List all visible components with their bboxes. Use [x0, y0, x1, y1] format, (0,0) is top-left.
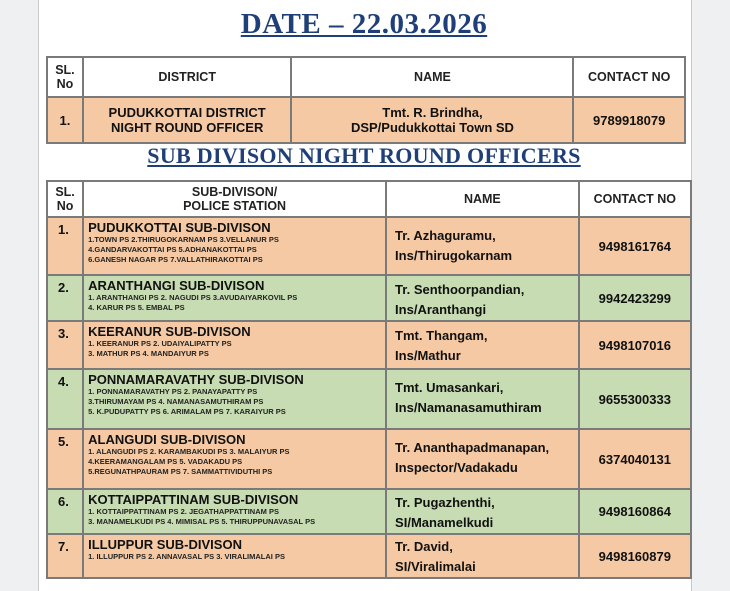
- district-row: [47, 97, 685, 143]
- police-stations-line: 1. KOTTAIPPATTINAM PS 2. JEGATHAPPATTINAM PS: [88, 507, 279, 516]
- sub-header-division-line1: SUB-DIVISON/: [191, 185, 278, 199]
- subdivision-table: [46, 180, 692, 579]
- header-slno-line2: No: [56, 77, 74, 91]
- police-stations-line: 1. ALANGUDI PS 2. KARAMBAKUDI PS 3. MALAIYUR PS: [88, 447, 290, 456]
- officer-post: Ins/Aranthangi: [395, 302, 487, 317]
- row-officer: [386, 321, 579, 369]
- officer-name: Tr. Azhaguramu,: [395, 228, 496, 243]
- district-slno: 1.: [47, 97, 83, 143]
- row-contact: 9498107016: [579, 321, 691, 369]
- row-officer: [386, 217, 579, 275]
- table-row: [47, 369, 691, 429]
- police-stations-line: 1.TOWN PS 2.THIRUGOKARNAM PS 3.VELLANUR PS: [88, 235, 279, 244]
- row-subdivision: [83, 321, 386, 369]
- police-stations-line: 1. ARANTHANGI PS 2. NAGUDI PS 3.AVUDAIYARKOVIL PS: [88, 293, 298, 302]
- district-officer: [291, 97, 573, 143]
- row-officer: [386, 534, 579, 578]
- district-officer-line1: Tmt. R. Brindha,: [382, 105, 483, 120]
- table-row: [47, 321, 691, 369]
- subdivision-name: ILLUPPUR SUB-DIVISON: [88, 537, 242, 552]
- row-contact: 9498160864: [579, 489, 691, 534]
- officer-name: Tr. Ananthapadmanapan,: [395, 440, 550, 455]
- row-officer: [386, 275, 579, 321]
- date-title: DATE – 22.03.2026: [240, 8, 488, 40]
- district-officer-table: [46, 56, 686, 144]
- subdivision-name: ARANTHANGI SUB-DIVISON: [88, 278, 265, 293]
- table-row: [47, 275, 691, 321]
- row-subdivision: [83, 489, 386, 534]
- subdivision-name: PONNAMARAVATHY SUB-DIVISON: [88, 372, 304, 387]
- header-name: NAME: [291, 57, 573, 97]
- district-line1: PUDUKKOTTAI DISTRICT: [108, 105, 266, 120]
- police-stations-line: 4.GANDARVAKOTTAI PS 5.ADHANAKOTTAI PS: [88, 245, 257, 254]
- row-contact: 9498160879: [579, 534, 691, 578]
- officer-name: Tr. Pugazhenthi,: [395, 495, 495, 510]
- row-slno: 7.: [47, 534, 83, 578]
- district-officer-line2: DSP/Pudukkottai Town SD: [350, 120, 514, 135]
- officer-name: Tmt. Thangam,: [395, 328, 488, 343]
- row-contact: 9942423299: [579, 275, 691, 321]
- table-row: [47, 217, 691, 275]
- subdivision-name: ALANGUDI SUB-DIVISON: [88, 432, 246, 447]
- row-slno: 1.: [47, 217, 83, 275]
- subdivision-name: KEERANUR SUB-DIVISON: [88, 324, 251, 339]
- row-officer: [386, 429, 579, 489]
- header-slno: [47, 57, 83, 97]
- row-slno: 5.: [47, 429, 83, 489]
- sub-header-slno: [47, 181, 83, 217]
- district-line2: NIGHT ROUND OFFICER: [110, 120, 264, 135]
- table-row: [47, 489, 691, 534]
- sub-header-division-line2: POLICE STATION: [183, 199, 287, 213]
- header-district: DISTRICT: [83, 57, 292, 97]
- police-stations-line: 6.GANESH NAGAR PS 7.VALLATHIRAKOTTAI PS: [88, 255, 263, 264]
- sub-header-slno-line2: No: [56, 199, 74, 213]
- row-contact: 9655300333: [579, 369, 691, 429]
- officer-name: Tmt. Umasankari,: [395, 380, 504, 395]
- police-stations-line: 5.REGUNATHPAURAM PS 7. SAMMATTIVIDUTHI PS: [88, 467, 273, 476]
- police-stations-line: 3.THIRUMAYAM PS 4. NAMANASAMUTHIRAM PS: [88, 397, 264, 406]
- row-slno: 6.: [47, 489, 83, 534]
- row-slno: 2.: [47, 275, 83, 321]
- officer-post: SI/Viralimalai: [395, 559, 476, 574]
- subdivision-name: KOTTAIPPATTINAM SUB-DIVISON: [88, 492, 299, 507]
- row-subdivision: [83, 275, 386, 321]
- header-slno-line1: SL.: [55, 63, 75, 77]
- sub-header-division: [83, 181, 386, 217]
- row-slno: 3.: [47, 321, 83, 369]
- row-subdivision: [83, 429, 386, 489]
- police-stations-line: 1. PONNAMARAVATHY PS 2. PANAYAPATTY PS: [88, 387, 258, 396]
- district-contact: 9789918079: [573, 97, 685, 143]
- row-subdivision: [83, 217, 386, 275]
- police-stations-line: 3. MATHUR PS 4. MANDAIYUR PS: [88, 349, 209, 358]
- officer-post: Ins/Namanasamuthiram: [395, 400, 542, 415]
- header-contact: CONTACT NO: [573, 57, 685, 97]
- sub-header-slno-line1: SL.: [55, 185, 75, 199]
- row-contact: 9498161764: [579, 217, 691, 275]
- row-subdivision: [83, 534, 386, 578]
- table-row: [47, 429, 691, 489]
- sub-header-contact: CONTACT NO: [579, 181, 691, 217]
- district-cell: [83, 97, 292, 143]
- police-stations-line: 4. KARUR PS 5. EMBAL PS: [88, 303, 185, 312]
- police-stations-line: 1. KEERANUR PS 2. UDAIYALIPATTY PS: [88, 339, 232, 348]
- police-stations-line: 3. MANAMELKUDI PS 4. MIMISAL PS 5. THIRUPPUNAVASAL PS: [88, 517, 316, 526]
- police-stations-line: 1. ILLUPPUR PS 2. ANNAVASAL PS 3. VIRALIMALAI PS: [88, 552, 285, 561]
- sub-header-name: NAME: [386, 181, 579, 217]
- officer-post: Inspector/Vadakadu: [395, 460, 518, 475]
- table-row: [47, 534, 691, 578]
- officer-post: Ins/Thirugokarnam: [395, 248, 513, 263]
- row-officer: [386, 489, 579, 534]
- row-officer: [386, 369, 579, 429]
- section-title: SUB DIVISON NIGHT ROUND OFFICERS: [147, 143, 581, 168]
- police-stations-line: 5. K.PUDUPATTY PS 6. ARIMALAM PS 7. KARAIYUR PS: [88, 407, 286, 416]
- row-subdivision: [83, 369, 386, 429]
- row-contact: 6374040131: [579, 429, 691, 489]
- subdivision-name: PUDUKKOTTAI SUB-DIVISON: [88, 220, 271, 235]
- officer-post: SI/Manamelkudi: [395, 515, 494, 530]
- officer-name: Tr. Senthoorpandian,: [395, 282, 525, 297]
- officer-post: Ins/Mathur: [395, 348, 461, 363]
- row-slno: 4.: [47, 369, 83, 429]
- police-stations-line: 4.KEERAMANGALAM PS 5. VADAKADU PS: [88, 457, 243, 466]
- officer-name: Tr. David,: [395, 539, 453, 554]
